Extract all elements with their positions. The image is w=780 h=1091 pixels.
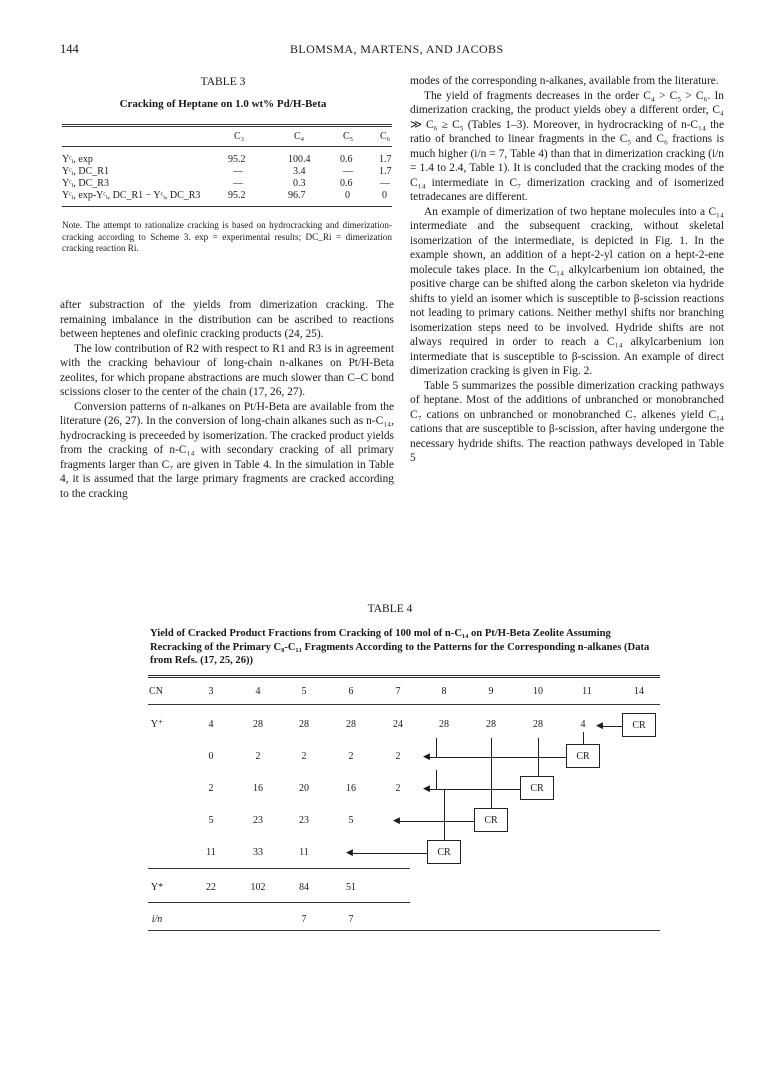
table3-title: TABLE 3 (200, 76, 246, 88)
table4-title: TABLE 4 (367, 603, 413, 615)
table4-yplus-label: Y⁺ (150, 719, 164, 730)
table4-cn: 5 (301, 686, 307, 697)
table3-cell: 0 (382, 190, 387, 201)
table3-cell: — (233, 178, 243, 189)
table4-cn: 14 (634, 686, 644, 697)
arrow-left-icon: ◀ (423, 783, 430, 793)
table4-cell: 2 (208, 783, 214, 794)
table4-cn: 11 (582, 686, 592, 697)
connector-line (491, 738, 492, 790)
table3-note: Note. The attempt to rationalize cracking is based on hydrocracking and dimerization-cracking according to Scheme 3. exp = experimental results; DC_Ri = dimerization cracking reaction Ri. (62, 220, 392, 253)
cr-box: CR (520, 776, 554, 800)
table4-ystar-label: Y* (150, 882, 164, 893)
table3-cell: 1.7 (379, 154, 392, 165)
table4-cn: 7 (395, 686, 401, 697)
table3-row-label: Yᶜᵢ, DC_R1 (62, 166, 109, 177)
arrow-left-icon: ◀ (596, 720, 603, 730)
arrow-left-icon: ◀ (393, 815, 400, 825)
cr-box: CR (622, 713, 656, 737)
paragraph: The yield of fragments decreases in the order C₄ > C₅ > C₆. In dimerization cracking, the product yields obey a different order, C₄ ≫ C₆ ≥ C₅ (Tables 1–3). Moreover, in hydrocracking of n-C₁₄ the ratio of branched to linear fragments in the C₅ and C₆ fractions is much higher (i/n = 7, Table 4) than that in dimerization cracking (i/n = 1.4 to 2.4, Table 1). It is concluded that the cracking modes of the C₁₄ intermediate in C₇ dimerization cracking and of isomerized tetradecanes are different. (410, 89, 724, 203)
table4-cell: 102 (250, 882, 266, 893)
table3-row-label: Yᶜᵢ, DC_R3 (62, 178, 109, 189)
table4-cell: 7 (348, 914, 354, 925)
table4-cell: 7 (301, 914, 307, 925)
table4-cell: 28 (253, 719, 263, 730)
table3-cell: — (343, 166, 353, 177)
paragraph: Table 5 summarizes the possible dimerization cracking pathways of heptane. Most of the additions of unbranched or monobranched C₇ cations on unbranched or monobranched C₇ alkenes yield C₁₄ cations that are susceptible to β-scission, after having undergone the necessary hydride shifts. The reaction pathways developed in Table 5 (410, 379, 724, 464)
table3-cell: — (380, 178, 390, 189)
table4-cn: 8 (441, 686, 447, 697)
table4-cell: 11 (299, 847, 309, 858)
table3-cell: 95.2 (228, 190, 246, 201)
connector-line (436, 738, 437, 758)
connector-line (538, 738, 539, 758)
table4-cn: 3 (208, 686, 214, 697)
table4-cell: 28 (439, 719, 449, 730)
table4-cell: 5 (348, 815, 354, 826)
table3-col-header: C₃ (234, 131, 245, 142)
table3-cell: 0.6 (340, 178, 353, 189)
table4-cell: 28 (346, 719, 356, 730)
left-column (60, 298, 394, 501)
table3-col-header: C₅ (343, 131, 354, 142)
arrow-left-icon: ◀ (423, 751, 430, 761)
table3-col-header: C₆ (380, 131, 391, 142)
table4-cell: 2 (301, 751, 307, 762)
connector-line (491, 790, 492, 808)
table4-cell: 2 (395, 783, 401, 794)
table3-cell: 0.3 (293, 178, 306, 189)
cr-box: CR (566, 744, 600, 768)
table4-cell: 23 (299, 815, 309, 826)
table3-row-label: Yᶜᵢ, exp-Yᶜᵢ, DC_R1 − Yᶜᵢ, DC_R3 (62, 190, 201, 201)
table4-cn: 4 (255, 686, 261, 697)
table4-cn: 10 (533, 686, 543, 697)
table4-cell: 33 (253, 847, 263, 858)
right-column (410, 74, 724, 466)
table4-cell: 11 (206, 847, 216, 858)
connector-line (398, 821, 474, 822)
connector-line (351, 853, 427, 854)
table3-caption: Cracking of Heptane on 1.0 wt% Pd/H-Beta (119, 98, 327, 110)
arrow-left-icon: ◀ (346, 847, 353, 857)
paragraph: modes of the corresponding n-alkanes, available from the literature. (410, 75, 719, 87)
table3-row-label: Yᶜᵢ, exp (62, 154, 93, 165)
table3-cell: 0 (345, 190, 350, 201)
table4-cell: 2 (395, 751, 401, 762)
table4-cell: 22 (206, 882, 216, 893)
table4-cell: 51 (346, 882, 356, 893)
table4-cell: 16 (253, 783, 263, 794)
table4-cn-label: CN (149, 686, 163, 697)
table4-cn: 6 (348, 686, 354, 697)
table4-cn: 9 (488, 686, 494, 697)
table3-cell: 95.2 (228, 154, 246, 165)
table4-cell: 28 (533, 719, 543, 730)
connector-line (428, 789, 520, 790)
table4-in-label: i/n (151, 914, 163, 925)
table4-cell: 28 (486, 719, 496, 730)
table4-caption: Yield of Cracked Product Fractions from Cracking of 100 mol of n-C₁₄ on Pt/H-Beta Zeolite Assuming Recracking of the Primary C₈-C₁₁ Fragments According to the Patterns for the Corresponding n-alkanes (Data from Refs. (17, 25, 26)) (150, 628, 650, 666)
connector-line (600, 726, 622, 727)
table4-cell: 23 (253, 815, 263, 826)
table3-cell: 100.4 (288, 154, 311, 165)
table4-cell: 16 (346, 783, 356, 794)
table3-cell: 96.7 (288, 190, 306, 201)
connector-line (436, 770, 437, 790)
table3-cell: 3.4 (293, 166, 306, 177)
table4-cell: 5 (208, 815, 214, 826)
page-number: 144 (60, 42, 79, 56)
table4-cell: 4 (208, 719, 214, 730)
table4-cell: 20 (299, 783, 309, 794)
table4-cell: 4 (580, 719, 586, 730)
table4-cell: 2 (255, 751, 261, 762)
table3-col-header: C₄ (294, 131, 305, 142)
table4-cell: 28 (299, 719, 309, 730)
table4-cell: 2 (348, 751, 354, 762)
cr-box: CR (474, 808, 508, 832)
connector-line (583, 732, 584, 744)
paragraph: Conversion patterns of n-alkanes on Pt/H-Beta are available from the literature (26, 27). In the conversion of long-chain alkanes such as n-C₁₄, hydrocracking is preceeded by isomerization. The cracked product yields from the cracking of n-C₁₄ with secondary cracking of all primary fragments larger than C₇ are given in Table 4. In the simulation in Table 4, it is assumed that the large primary fragments are cracked according to the cracking (60, 400, 394, 500)
paragraph: after substraction of the yields from dimerization cracking. The remaining imbalance in the distribution can be ascribed to reactions between heptenes and olefinic cracking products (24, 25). (60, 299, 394, 340)
connector-line (444, 790, 445, 840)
table3-cell: 1.7 (379, 166, 392, 177)
paragraph: An example of dimerization of two heptane molecules into a C₁₄ intermediate and the subsequent cracking, without skeletal isomerization of the intermediate, is depicted in Fig. 1. In the example shown, an addition of a hept-2-yl cation on a hept-2-ene molecule takes place. In the C₁₄ alkylcarbenium ion obtained, the positive charge can be shifted along the carbon skeleton via hydride shifts to yield an isomer which is susceptible to β-scission reactions not leading to primary cations. Neither methyl shifts nor branching isomerization steps need to be involved. Hydride shifts are not always required in order to reach a C₁₄ alkylcarbenium ion intermediate that is susceptible to β-scission. An example of direct dimerization cracking is given in Fig. 2. (410, 205, 724, 377)
connector-line (538, 758, 539, 776)
table4-cell: 24 (393, 719, 403, 730)
table4-cell: 84 (299, 882, 309, 893)
table4-cell: 0 (208, 751, 214, 762)
paragraph: The low contribution of R2 with respect to R1 and R3 is in agreement with the cracking behaviour of long-chain n-alkanes on Pt/H-Beta zeolites, for which propane abstractions are much slower than C–C bond scissions closer to the center of the chain (17, 26, 27). (60, 342, 394, 398)
cr-box: CR (427, 840, 461, 864)
running-head: BLOMSMA, MARTENS, AND JACOBS (290, 42, 504, 56)
table3-cell: 0.6 (340, 154, 353, 165)
connector-line (428, 757, 566, 758)
table3-cell: — (233, 166, 243, 177)
